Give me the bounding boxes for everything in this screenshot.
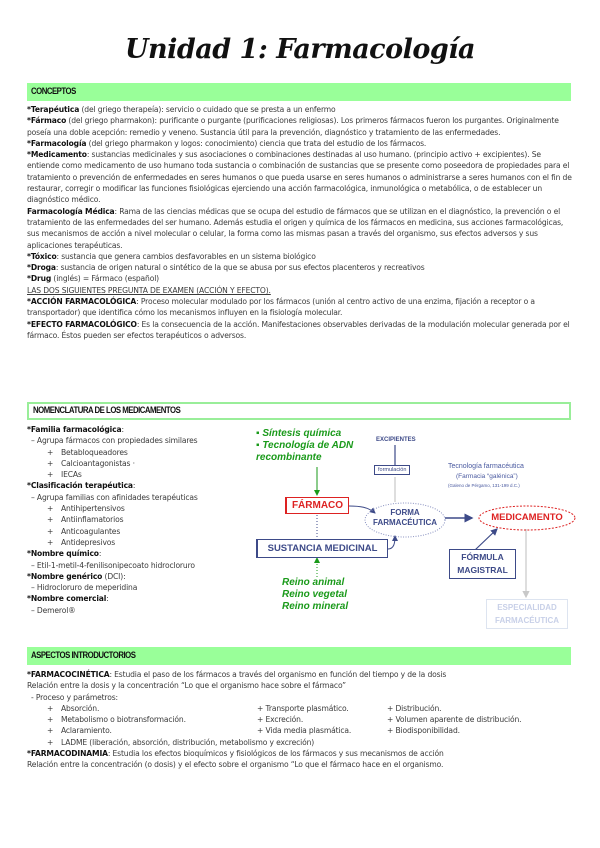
familia-desc: – Agrupa fármacos con propiedades similares [31, 436, 198, 446]
nomenclatura-body [27, 424, 267, 616]
nombre-comercial-heading: *Nombre comercial: [27, 594, 109, 604]
list-item: + IECAs [47, 470, 82, 480]
params-row: + Metabolismo o biotransformación. + Excreción. + Volumen aparente de distribución. [47, 715, 522, 725]
definition-accion-farmacologica: *ACCIÓN FARMACOLÓGICA: Proceso molecular modulado por los fármacos (unión al centro activo de una enzima, fijación a receptor o a transportador) que identifica cómo los mecanismos influyen en la fisiología molecular. [27, 297, 535, 318]
familia-heading: *Familia farmacológica: [27, 425, 124, 434]
source-adn: ▪ Tecnología de ADN [256, 440, 354, 451]
farmacodinamia-relation: Relación entre la concentración (o dosis) y el efecto sobre el organismo “Lo que el fármaco hace en el organismo. [27, 760, 444, 770]
source-sintesis: ▪ Síntesis química [256, 428, 342, 439]
list-item: + Antidepresivos [47, 537, 116, 547]
conceptos-body [27, 104, 575, 341]
aspectos-body [27, 669, 575, 771]
nombre-quimico-heading: *Nombre químico: [27, 549, 102, 559]
tech-label-2: (Farmacia “galénica”) [456, 473, 518, 480]
list-item: + Anticoagulantes [47, 526, 121, 536]
reino-mineral: Reino mineral [282, 601, 349, 612]
nombre-comercial-desc: – Demerol® [31, 605, 76, 615]
formula-magistral-box: FÓRMULA MAGISTRAL [449, 549, 516, 579]
especialidad-farmaceutica-box: ESPECIALIDAD FARMACÉUTICA [486, 599, 568, 629]
section-header-aspectos: ASPECTOS INTRODUCTORIOS [27, 647, 571, 665]
definition-farmacologia-medica: Farmacología Médica: Rama de las ciencias médicas que se ocupa del estudio de fármacos que se utilizan en el diagnóstico, la prevención o el tratamiento de las enfermedades del ser humano. Además estudia el origen y química de los fármacos en medicina, sus acciones farmacológicas, sus mecanismos de acción a nivel molecular o celular, la forma como las mismas pasan a través del organismo, sus efectos adversos y sus aplicaciones terapéuticas. [27, 206, 564, 250]
medicamento-label: MEDICAMENTO [491, 512, 563, 523]
farmaco-box: FÁRMACO [285, 497, 349, 514]
list-item: + Antihipertensivos [47, 504, 125, 514]
source-recombinante: recombinante [256, 452, 322, 463]
reino-animal: Reino animal [282, 577, 345, 588]
ladme-item: + LADME (liberación, absorción, distribución, metabolismo y excreción) [47, 737, 315, 747]
formulacion-box: formulación [374, 465, 410, 475]
forma-farmaceutica-label: FORMA FARMACÉUTICA [373, 508, 437, 527]
section-header-conceptos: CONCEPTOS [27, 83, 571, 101]
clasificacion-desc: – Agrupa familias con afinidades terapéuticas [31, 492, 198, 502]
clasificacion-heading: *Clasificación terapéutica: [27, 481, 136, 491]
list-item: + Calcioantagonistas · [47, 458, 135, 468]
farmacocinetica-definition: *FARMACOCINÉTICA: Estudia el paso de los fármacos a través del organismo en función del tiempo y de la dosis [27, 670, 447, 679]
params-row: + Absorción. + Transporte plasmático. + Distribución. [47, 703, 442, 713]
tech-label-1: Tecnología farmacéutica [448, 463, 524, 470]
definition-medicamento: *Medicamento: sustancias medicinales y sus asociaciones o combinaciones destinadas al uso humano. (principio activo + excipientes). Se entiende como medicamento de uso humano toda sustancia o combinación de sustancias que se presente como poseedora de propiedades para el tratamiento o prevención de enfermedades en seres humanos o que pueda usarse en seres humanos o administrarse a seres humanos con el fin de restaurar, corregir o modificar las funciones fisiológicas ejerciendo una acción farmacológica, inmunológica o metabólica, o de establecer un diagnóstico médico. [27, 150, 572, 205]
definition-droga: *Droga: sustancia de origen natural o sintético de la que se abusa por sus efectos placenteros y recreativos [27, 263, 425, 273]
nombre-quimico-desc: – Etil-1-metil-4-fenilisonipecoato hidrocloruro [31, 560, 195, 570]
definition-toxico: *Tóxico: sustancia que genera cambios desfavorables en un sistema biológico [27, 251, 316, 261]
page-title: Unidad 1: Farmacología [124, 34, 476, 65]
farmacodinamia-definition: *FARMACODINAMIA: Estudia los efectos bioquímicos y fisiológicos de los fármacos y sus mecanismos de acción [27, 749, 444, 759]
farmacocinetica-relation: Relación entre la dosis y la concentración “Lo que el organismo hace sobre el fármaco” [27, 681, 346, 691]
list-item: + Betabloqueadores [47, 447, 128, 457]
params-row: + Aclaramiento. + Vida media plasmática. + Biodisponibilidad. [47, 726, 460, 736]
definition-farmacologia: *Farmacología (del griego pharmakon y logos: conocimiento) ciencia que trata del estudio de los fármacos. [27, 138, 427, 148]
tech-label-3: (Galeno de Pérgamo, 131-199 d.C.) [448, 483, 520, 488]
list-item: + Antiinflamatorios [47, 515, 124, 525]
sustancia-medicinal-box: SUSTANCIA MEDICINAL [256, 539, 388, 558]
reino-vegetal: Reino vegetal [282, 589, 348, 600]
process-label: - Proceso y parámetros: [31, 692, 118, 702]
nombre-generico-heading: *Nombre genérico (DCI): [27, 571, 126, 581]
exam-note: LAS DOS SIGUIENTES PREGUNTA DE EXAMEN (ACCIÓN Y EFECTO). [27, 285, 271, 295]
definition-farmaco: *Fármaco (del griego pharmakon): purificante o purgante (purificaciones religiosas). Los primeros fármacos fueron los purgantes. Originalmente poseía una doble acepción: remedio y veneno. Sustancia útil para la prevención, diagnóstico y tratamiento de las enfermedades. [27, 116, 559, 137]
definition-efecto-farmacologico: *EFECTO FARMACOLÓGICO: Es la consecuencia de la acción. Manifestaciones observables derivadas de la modulación molecular generada por el fármaco. Éstos pueden ser efectos terapéuticos o adversos. [27, 319, 570, 340]
excipientes-label: EXCIPIENTES [376, 437, 416, 443]
definition-drug: *Drug (inglés) = Fármaco (español) [27, 274, 159, 284]
medication-diagram [250, 425, 585, 645]
definition-terapeutica: *Terapéutica (del griego therapeía): servicio o cuidado que se presta a un enfermo [27, 105, 336, 114]
nombre-generico-desc: – Hidrocloruro de meperidina [31, 583, 138, 593]
section-header-nomenclatura: NOMENCLATURA DE LOS MEDICAMENTOS [27, 402, 571, 420]
